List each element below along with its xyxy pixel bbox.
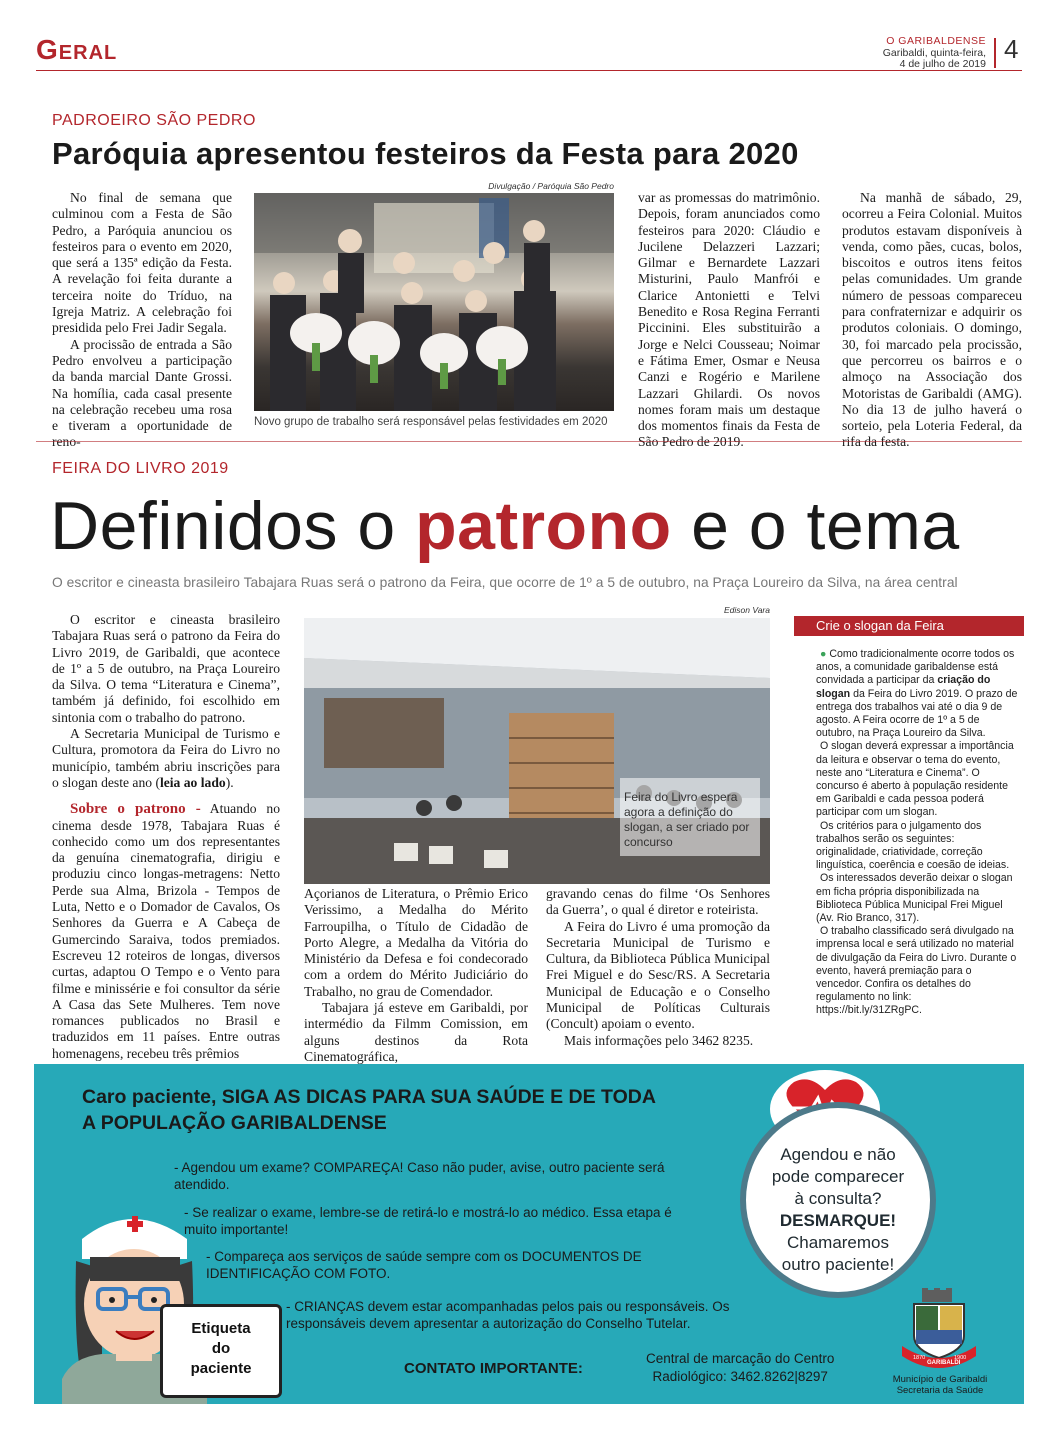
- paragraph: var as promessas do matrimônio. Depois, foram anunciados como festeiros para 2020: Cláudio e Jucilene Delazzeri Lazzari; Gilmar e Bernardete Lazzari Misturini, Paulo Manfrói e Clarice Antonietti e Telvi Benedito e Rosa Regina Ferranti Piccinini. Eles substituirão a Jorge e Nelci Cousseau; Noimar e Fátima Emer, Osmar e Neusa Canzi e Rogério e Marilene Lazzari Ghilardi. Os novos nomes foram mais um destaque dos momentos finais da Festa de: [638, 190, 820, 434]
- crest-year-right: 1900: [954, 1355, 967, 1361]
- crest-year-left: 1870: [913, 1355, 926, 1361]
- photo-credit: Edison Vara: [724, 605, 770, 615]
- bubble-line: pode comparecer: [771, 1167, 905, 1186]
- bubble-line: Agendou e não: [780, 1145, 896, 1164]
- article2-col1: [52, 612, 280, 1062]
- bubble-line: Chamaremos: [786, 1233, 890, 1252]
- paragraph: O escritor e cineasta brasileiro Tabajara Ruas será o patrono da Feira do Livro 2019, de Garibaldi, que acontece de 1º a 5 de outubro, na Praça Loureiro da Silva. O tema “Literatura e Cinema”, também já definido, foi escolhido em sintonia com o trabalho do patrono.: [52, 612, 280, 725]
- section-title: Geral: [36, 34, 118, 65]
- health-ad: [34, 1064, 1024, 1404]
- headline-part: e o tema: [671, 488, 960, 564]
- text: da Feira do Livro 2019. O prazo de entrega dos trabalhos vai até o dia 9 de agosto. A Feira ocorre de 1º a 5 de outubro, na Praça Loureiro da Silva.: [816, 687, 1018, 740]
- text: Atuando no cinema desde 1978, Tabajara Ruas é conhecido como um dos representantes da genuína cinematografia, dirigiu e produziu cinco longas-metragens: Netto Perde sua Alma, Brizola - Tempos de Luta, Netto e o Domador de Cavalos, Os Senhores da Guerra e A Cabeça de Gumercindo Saraiva, todos premiados. Escreveu 12 roteiros de longas, diversos curtas, adaptou O Tempo e o Vento para filme e minissérie e foi consultor da série A Casa das Sete Mulheres. Tem nove romances publicados no Brasil e traduzidos em 11 países. Entre outras homenagens, recebeu três prêmios: [52, 801, 280, 1061]
- paragraph: O slogan deverá expressar a importância da leitura e observar o tema do evento, neste ano “Literatura e Cinema”. O concurso é aberto à população residente em Garibaldi e cada pessoa poderá participar com um slogan.: [816, 740, 1014, 819]
- paragraph: A Feira do Livro é uma promoção da Secretaria Municipal de Turismo e Cultura, da Biblioteca Pública Municipal Frei Miguel e do Sesc/RS. A Secretaria Municipal de Educação e o Conselho Municipal de Políticas Culturais (Concult) apoiam o evento.: [546, 918, 770, 1032]
- contact-line: Central de marcação do Centro: [646, 1351, 835, 1366]
- paragraph: gravando cenas do filme ‘Os Senhores da Guerra’, o qual é diretor e roteirista.: [546, 886, 770, 918]
- photo-credit: Divulgação / Paróquia São Pedro: [488, 181, 614, 191]
- masthead: [883, 36, 986, 71]
- footer-line: Secretaria da Saúde: [896, 1385, 984, 1396]
- paragraph: [52, 726, 280, 791]
- text: SIGA AS DICAS PARA SUA SAÚDE E DE TODA: [221, 1086, 656, 1108]
- paragraph: O trabalho classificado será divulgado na imprensa local e será utilizado no material de divulgação da Feira do Livro. Durante o evento, haverá premiação para o vencedor. Confira os detalhes do regulamento no link: https://bit.ly/31ZRgPC.: [816, 925, 1017, 1017]
- text: Caro paciente,: [82, 1086, 222, 1108]
- contact-label: CONTATO IMPORTANTE:: [404, 1360, 583, 1377]
- ad-footer: [880, 1374, 1000, 1396]
- municipal-crest-icon: [898, 1288, 980, 1370]
- contact-info: [646, 1350, 834, 1386]
- text-bold: leia ao lado: [159, 774, 226, 790]
- article1-kicker: PADROEIRO SÃO PEDRO: [52, 112, 256, 129]
- ad-title: [82, 1084, 742, 1136]
- sidebox-body: [794, 636, 1024, 1018]
- bubble-line: à consulta?: [794, 1189, 882, 1208]
- sign-line: do: [211, 1340, 231, 1357]
- contact-line: Radiológico: 3462.8262|8297: [652, 1369, 828, 1384]
- photo-caption-overlay: Feira do Livro espera agora a definição do slogan, a ser criado por concurso: [624, 790, 750, 849]
- paragraph: A procissão de entrada a São Pedro envolveu a participação da banda marcial Dante Grossi. Na homília, cada casal presente na celebração recebeu uma rosa e tiveram a oportunidade de: [52, 336, 232, 434]
- photo-caption: Novo grupo de trabalho será responsável pelas festividades em 2020: [254, 416, 608, 428]
- sign-line: Etiqueta: [191, 1320, 251, 1337]
- text: Como tradicionalmente ocorre todos os anos, a comunidade garibaldense está convidada a participar da: [816, 648, 1015, 687]
- paragraph: Os interessados deverão deixar o slogan em ficha própria disponibilizada na Biblioteca Pública Municipal Frei Miguel (Av. Rio Branco, 317).: [816, 872, 1013, 925]
- sidebox-title: Crie o slogan da Feira: [794, 616, 1024, 636]
- header-underline: [36, 70, 1022, 71]
- text: ).: [225, 774, 234, 790]
- patient-label-sign: [160, 1304, 282, 1398]
- paper-name: O GARIBALDENSE: [886, 35, 986, 47]
- ad-tip: - Agendou um exame? COMPAREÇA! Caso não puder, avise, outro paciente será atendido.: [174, 1160, 665, 1192]
- paragraph: Tabajara já esteve em Garibaldi, por intermédio da Filmm Comission, em alguns destinos da Rota Cinematográfica,: [304, 1000, 528, 1064]
- sign-line: paciente: [190, 1360, 252, 1377]
- subheading: Sobre o patrono -: [70, 801, 201, 818]
- text-bold: criação do slogan: [816, 674, 991, 700]
- sidebox: [794, 616, 1024, 1018]
- article1-col3: [638, 190, 820, 451]
- article2-subhead: O escritor e cineasta brasileiro Tabajara Ruas será o patrono da Feira, que ocorre de 1º a 5 de outubro, na Praça Loureiro da Silva, na área central: [52, 575, 958, 590]
- article2-headline: [50, 486, 960, 566]
- paragraph: [52, 801, 280, 1062]
- bubble-line-bold: DESMARQUE!: [779, 1211, 897, 1230]
- headline-emphasis: patrono: [415, 488, 672, 564]
- paragraph: [816, 648, 1018, 740]
- paragraph: Os critérios para o julgamento dos trabalhos serão os seguintes: originalidade, criatividade, correção linguística, coerência e coesão de ideias.: [816, 819, 1010, 872]
- ad-tip: - CRIANÇAS devem estar acompanhadas pelos pais ou responsáveis. Os responsáveis devem apresentar a autorização do Conselho Tutelar.: [286, 1299, 730, 1331]
- headline-part: Definidos o: [50, 488, 416, 564]
- article2-col2: [304, 886, 528, 1065]
- article2-kicker: FEIRA DO LIVRO 2019: [52, 460, 229, 477]
- people-illustration: [254, 193, 614, 411]
- footer-line: Município de Garibaldi: [892, 1374, 988, 1385]
- paragraph: Mais informações pelo 3462 8235.: [564, 1032, 754, 1048]
- bubble-line: outro paciente!: [781, 1255, 895, 1274]
- page-number: 4: [1004, 34, 1019, 64]
- paragraph: Na manhã de sábado, 29, ocorreu a Feira Colonial. Muitos produtos estavam disponíveis à venda, como pães, cucas, bolos, biscoitos e outros itens feitos pelas comunidades. Um grande número de pessoas compareceu para confraternizar e adquirir os produtos coloniais. O domingo, 30, foi marcado pela procissão, que percorreu os bairros e o almoço na Associação dos Motoristas de Garibaldi (AMG). No dia 13 de julho haverá o sorteio, pela Loteria Federal, da: [842, 190, 1022, 434]
- festeiros-photo: [254, 193, 614, 411]
- article1-col4: [842, 190, 1022, 451]
- article2-col3: [546, 886, 770, 1049]
- text: A POPULAÇÃO GARIBALDENSE: [82, 1112, 387, 1134]
- cancel-bubble: [740, 1102, 936, 1298]
- page-divider: [994, 38, 996, 68]
- date-line: Garibaldi, quinta-feira,: [882, 46, 986, 59]
- paragraph: No final de semana que culminou com a Festa de São Pedro, a Paróquia anunciou os festeiros para o evento em 2020, que será a 135ª edição da Festa. A revelação foi feita durante a terceira noite do Tríduo, na Igreja Matriz. A celebração foi presidida pelo Frei Jadir Segala.: [52, 190, 232, 336]
- article-separator: [36, 441, 1022, 442]
- date-line: 4 de julho de 2019: [899, 58, 986, 70]
- ad-tip: - Se realizar o exame, lembre-se de retirá-lo e mostrá-lo ao médico. Essa etapa é muito importante!: [184, 1205, 672, 1237]
- paragraph: Açorianos de Literatura, o Prêmio Erico Verissimo, a Medalha do Mérito Farroupilha, o Título de Cidadão de Porto Alegre, a Medalha da Vitória do Ministério da Defesa e foi condecorado com a ordem do Mérito Judiciário do Trabalho, no grau de Comendador.: [304, 886, 528, 999]
- crest-name: GARIBALDI: [927, 1360, 961, 1366]
- ad-tip: - Compareça aos serviços de saúde sempre com os DOCUMENTOS DE IDENTIFICAÇÃO COM FOTO.: [206, 1249, 642, 1281]
- bullet-icon: ●: [820, 648, 827, 660]
- article1-col1: [52, 190, 232, 451]
- article1-headline: Paróquia apresentou festeiros da Festa para 2020: [52, 136, 799, 171]
- text: A Secretaria Municipal de Turismo e Cultura, promotora da Feira do Livro no município, também abriu inscrições para o slogan deste ano (: [52, 726, 280, 790]
